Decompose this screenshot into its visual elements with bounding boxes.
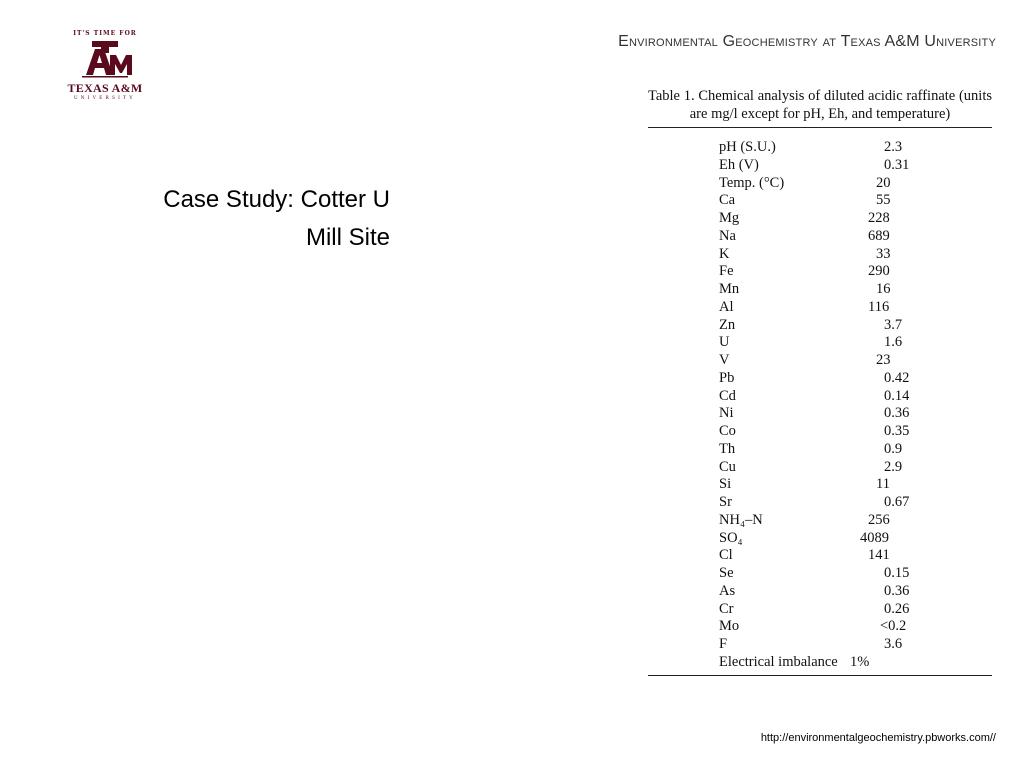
row-parameter: pH (S.U.): [719, 139, 776, 155]
row-parameter: Cr: [719, 600, 734, 617]
row-parameter: Ca: [719, 192, 736, 209]
row-parameter: Mg: [719, 210, 740, 226]
row-value: 0.35: [884, 423, 910, 439]
row-parameter: Si: [719, 476, 732, 493]
row-value: 0.67: [884, 494, 910, 510]
row-value: 1%: [850, 653, 870, 670]
table-row: [648, 476, 992, 494]
table-row: [648, 352, 992, 370]
table-row: [648, 547, 992, 565]
table-caption: Table 1. Chemical analysis of diluted acidic raffinate (units are mg/l except for pH, Eh, and temperature): [648, 88, 992, 122]
row-value: 0.26: [884, 600, 910, 617]
row-value: 0.42: [884, 369, 910, 386]
table-row: [648, 601, 992, 619]
row-value: 0.36: [884, 405, 910, 422]
row-value: 116: [868, 298, 890, 315]
row-parameter: Mn: [719, 281, 740, 297]
row-parameter: Pb: [719, 369, 735, 386]
table-row: [648, 441, 992, 459]
row-value: 0.36: [884, 582, 910, 599]
table-row: [648, 565, 992, 583]
row-parameter: Ni: [719, 405, 734, 422]
table-row: [648, 139, 992, 157]
row-value: 33: [876, 245, 891, 262]
row-value: 290: [868, 263, 890, 280]
row-value: <0.2: [880, 618, 907, 635]
row-parameter: V: [719, 352, 730, 368]
table-row: [648, 317, 992, 335]
row-value: 55: [876, 192, 891, 209]
table-row: [648, 334, 992, 352]
row-parameter: K: [719, 245, 730, 262]
row-parameter: Electrical imbalance: [719, 653, 838, 670]
table-row: [648, 618, 992, 636]
table-row: [648, 512, 992, 530]
row-parameter: Fe: [719, 263, 734, 280]
row-parameter: Cl: [719, 547, 733, 564]
row-value: 228: [868, 210, 890, 226]
row-value: 2.3: [884, 139, 903, 155]
table-row: [648, 281, 992, 299]
row-parameter: Th: [719, 440, 736, 457]
row-parameter: U: [719, 334, 730, 351]
slide-title: [100, 181, 390, 257]
row-value: 2.9: [884, 458, 903, 475]
row-parameter: Temp. (°C): [719, 174, 785, 191]
row-value: 0.31: [884, 156, 910, 173]
row-value: 0.14: [884, 387, 910, 404]
row-parameter: Cd: [719, 387, 736, 404]
row-parameter: Mo: [719, 618, 740, 635]
chemical-analysis-table: [648, 87, 992, 676]
row-parameter: NH₄–N: [719, 511, 763, 528]
table-row: [648, 530, 992, 548]
row-value: 0.9: [884, 440, 903, 457]
row-value: 4089: [860, 529, 889, 546]
row-parameter: Co: [719, 423, 736, 439]
row-parameter: Sr: [719, 494, 732, 510]
table-row: [648, 192, 992, 210]
slide-title-line-2: Mill Site: [305, 224, 390, 251]
row-parameter: As: [719, 582, 736, 599]
logo-university-sub: UNIVERSITY: [74, 96, 136, 101]
row-value: 1.6: [884, 334, 903, 351]
table-body: [648, 128, 992, 675]
table-row: [648, 228, 992, 246]
university-logo: [62, 30, 148, 101]
row-parameter: Zn: [719, 316, 736, 333]
table-row: [648, 175, 992, 193]
row-parameter: Cu: [719, 458, 736, 475]
table-row: [648, 210, 992, 228]
slide-title-line-1: Case Study: Cotter U: [163, 186, 390, 213]
table-row: [648, 246, 992, 264]
table-row: [648, 388, 992, 406]
row-value: 23: [876, 352, 891, 368]
table-bottom-rule: [648, 675, 992, 676]
row-value: 16: [876, 281, 891, 297]
row-value: 141: [868, 547, 890, 564]
row-parameter: Na: [719, 227, 736, 244]
table-row: [648, 299, 992, 317]
header-title: Environmental Geochemistry at Texas A&M University: [618, 33, 996, 50]
row-parameter: F: [719, 636, 728, 652]
row-parameter: Se: [719, 565, 734, 581]
table-row: [648, 157, 992, 175]
row-value: 256: [868, 511, 890, 528]
row-value: 20: [876, 174, 891, 191]
logo-university-name: TEXAS A&M: [67, 81, 143, 95]
atm-logo-icon: [78, 39, 132, 79]
table-row: [648, 423, 992, 441]
table-row: [648, 636, 992, 654]
row-parameter: Eh (V): [719, 156, 759, 173]
table-row: [648, 370, 992, 388]
row-value: 689: [868, 227, 890, 244]
footer-url[interactable]: http://environmentalgeochemistry.pbworks.com//: [760, 732, 996, 744]
row-value: 0.15: [884, 565, 910, 581]
table-row: [648, 405, 992, 423]
logo-tagline: IT'S TIME FOR: [73, 30, 137, 37]
row-parameter: SO₄: [719, 529, 743, 546]
table-row: [648, 263, 992, 281]
row-value: 3.7: [884, 316, 903, 333]
row-value: 11: [876, 476, 890, 493]
table-row: [648, 654, 992, 672]
row-parameter: Al: [719, 298, 734, 315]
row-value: 3.6: [884, 636, 903, 652]
table-row: [648, 459, 992, 477]
table-row: [648, 494, 992, 512]
table-row: [648, 583, 992, 601]
